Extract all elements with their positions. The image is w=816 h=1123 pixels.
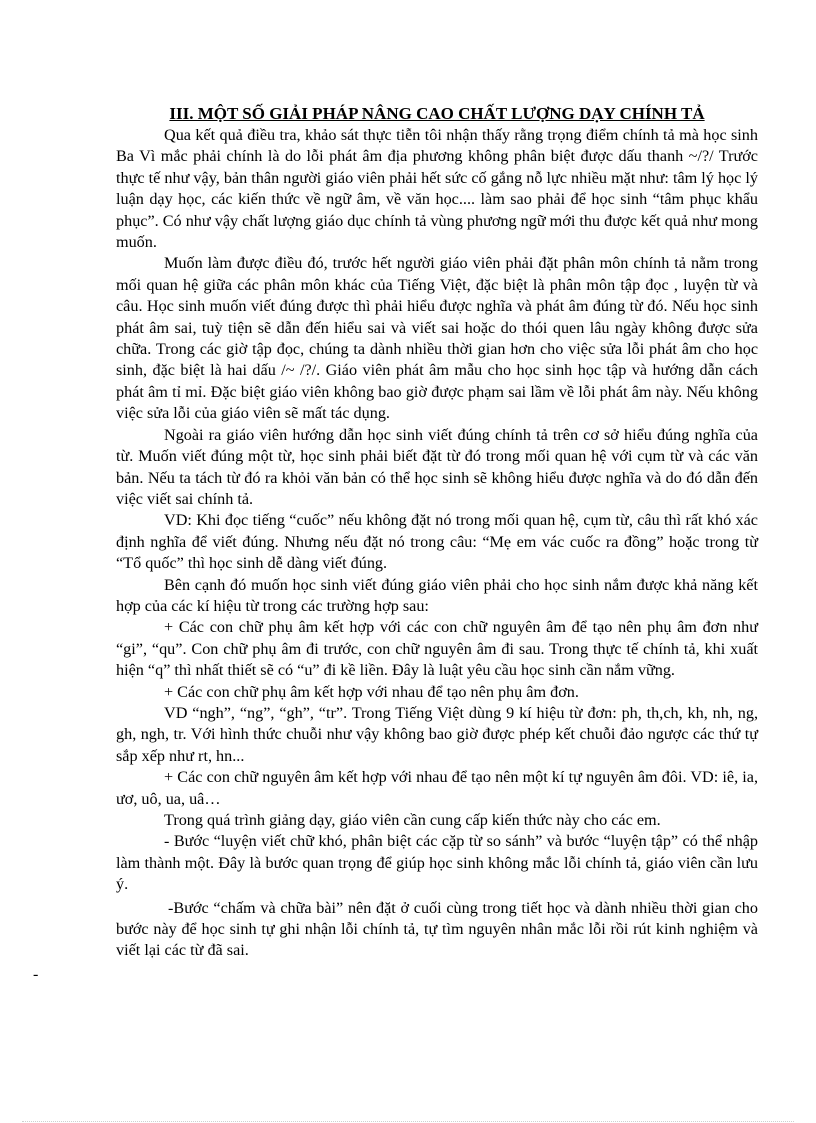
page-bottom-divider [22, 1121, 794, 1122]
document-page [116, 103, 758, 962]
section-title: III. MỘT SỐ GIẢI PHÁP NÂNG CAO CHẤT LƯỢNG DẠY CHÍNH TẢ [169, 104, 705, 123]
paragraph-word-meaning: Ngoài ra giáo viên hướng dẫn học sinh viết đúng chính tả trên cơ sở hiểu đúng nghĩa của từ. Muốn viết đúng một từ, học sinh phải biết đặt từ đó trong mối quan hệ với cụm từ và các văn bản. Nếu ta tách từ đó ra khỏi văn bản có thể học sinh sẽ không hiểu được nghĩa và do đó dẫn đến việc viết sai chính tả. [116, 425, 758, 508]
paragraph-step-practice: - Bước “luyện viết chữ khó, phân biệt các cặp từ so sánh” và bước “luyện tập” có thể nhập làm thành một. Đây là bước quan trọng để giúp học sinh không mắc lỗi chính tả, giáo viên cần lưu ý. [116, 832, 758, 894]
paragraph-survey-results: Qua kết quả điều tra, khảo sát thực tiễn tôi nhận thấy rằng trọng điểm chính tả mà học sinh Ba Vì mắc phải chính là do lỗi phát âm địa phương không phân biệt được dấu thanh ~/?/ Trước thực tế như vậy, bản thân người giáo viên phải hết sức cố gắng nỗ lực nhiều mặt như: tâm lý học lý luận dạy học, các kiến thức về ngữ âm, về văn học.... làm sao phải để học sinh “tâm phục khẩu phục”. Có như vậy chất lượng giáo dục chính tả vùng phương ngữ mới thu được kết quả như mong muốn. [116, 126, 758, 252]
paragraph-example-digraphs: VD “ngh”, “ng”, “gh”, “tr”. Trong Tiếng Việt dùng 9 kí hiệu từ đơn: ph, th,ch, kh, nh, ng, gh, ngh, tr. Với hình thức chuỗi như vậy không bao giờ được phép kết chuỗi đảo ngược các thứ tự sắp xếp như rt, hn... [116, 703, 758, 765]
paragraph-step-grading: -Bước “chấm và chữa bài” nên đặt ở cuối cùng trong tiết học và dành nhiều thời gian cho bước này để học sinh tự ghi nhận lỗi chính tả, tự tìm nguyên nhân mắc lỗi rồi rút kinh nghiệm và viết lại các từ đã sai. [116, 898, 758, 960]
rule-vowel-vowel: + Các con chữ nguyên âm kết hợp với nhau để tạo nên một kí tự nguyên âm đôi. VD: iê, ia, ươ, uô, ua, uâ… [116, 768, 758, 808]
paragraph-teacher-role: Muốn làm được điều đó, trước hết người giáo viên phải đặt phân môn chính tả nằm trong mối quan hệ giữa các phân môn khác của Tiếng Việt, đặc biệt là phân môn tập đọc , luyện từ và câu. Học sinh muốn viết đúng được thì phải hiểu được nghĩa và phát âm đúng từ đó. Nếu học sinh phát âm sai, tuỳ tiện sẽ dẫn đến hiểu sai và viết sai hoặc do thói quen lâu ngày không được sửa chữa. Trong các giờ tập đọc, chúng ta dành nhiều thời gian hơn cho việc sửa lỗi phát âm cho học sinh, đặc biệt là hai dấu /~ /?/. Giáo viên phát âm mẫu cho học sinh học tập và hướng dẫn cách phát âm tỉ mỉ. Đặc biệt giáo viên không bao giờ được phạm sai lầm về lỗi phát âm này. Nếu không việc sửa lỗi của giáo viên sẽ mất tác dụng. [116, 254, 758, 423]
rule-consonant-consonant: + Các con chữ phụ âm kết hợp với nhau để tạo nên phụ âm đơn. [164, 682, 579, 701]
paragraph-example-cuoc: VD: Khi đọc tiếng “cuốc” nếu không đặt nó trong mối quan hệ, cụm từ, câu thì rất khó xác định nghĩa để viết đúng. Nhưng nếu đặt nó trong câu: “Mẹ em vác cuốc ra đồng” hoặc trong từ “Tổ quốc” thì học sinh dễ dàng viết đúng. [116, 511, 758, 573]
margin-dash: - [33, 966, 39, 983]
rule-consonant-vowel: + Các con chữ phụ âm kết hợp với các con chữ nguyên âm để tạo nên phụ âm đơn như “gi”, “qu”. Con chữ phụ âm đi trước, con chữ nguyên âm đi sau. Trong thực tế chính tả, khi xuất hiện “q” thì nhất thiết sẽ có “u” đi kề liền. Đây là luật yêu cầu học sinh cần nắm vững. [116, 618, 758, 680]
paragraph-teaching-process: Trong quá trình giảng dạy, giáo viên cần cung cấp kiến thức này cho các em. [164, 811, 661, 829]
paragraph-combination-rules: Bên cạnh đó muốn học sinh viết đúng giáo viên phải cho học sinh nắm được khả năng kết hợp của các kí hiệu từ trong các trường hợp sau: [116, 575, 758, 615]
